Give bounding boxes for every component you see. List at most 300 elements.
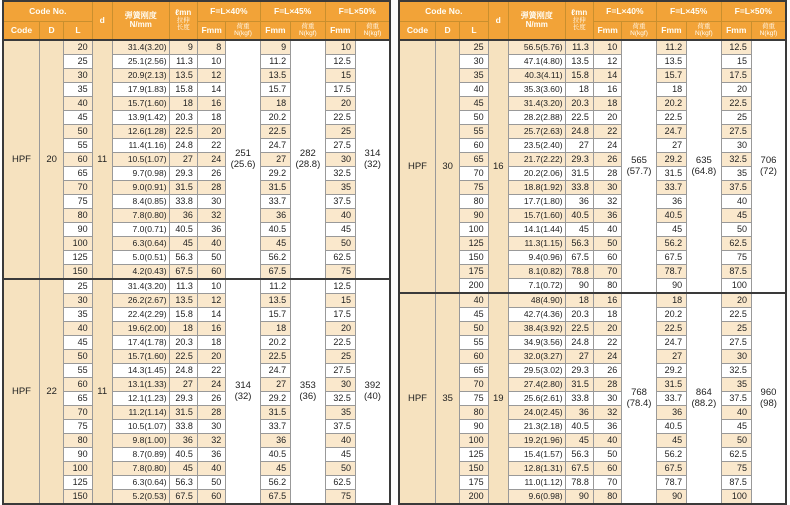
length-cell: 65 [460, 153, 488, 167]
f40-deflection-cell: 8 [197, 40, 225, 55]
f40-load-cell [226, 279, 260, 504]
f50-deflection-cell: 32.5 [325, 392, 355, 406]
f50-deflection-cell: 40 [325, 209, 355, 223]
lmn-cell: 15.8 [169, 83, 197, 97]
f50-deflection-cell: 100 [721, 279, 751, 294]
header-lmn-symbol: ℓmn [175, 8, 192, 18]
length-cell: 45 [64, 336, 92, 350]
f40-deflection-cell: 22 [593, 336, 621, 350]
f45-deflection-cell: 31.5 [656, 167, 686, 181]
spring-rate-cell: 25.1(2.56) [112, 55, 169, 69]
f50-deflection-cell: 27.5 [325, 364, 355, 378]
f50-deflection-cell: 62.5 [721, 448, 751, 462]
lmn-cell: 22.5 [169, 125, 197, 139]
table-row [399, 40, 786, 55]
spring-rate-cell: 17.9(1.83) [112, 83, 169, 97]
f50-deflection-cell: 27.5 [721, 336, 751, 350]
f40-load-cell [226, 40, 260, 279]
f50-deflection-cell: 15 [721, 55, 751, 69]
header-lmn-sub1: 拉伸 [572, 17, 586, 25]
lmn-cell: 27 [169, 378, 197, 392]
f40-deflection-cell: 26 [197, 167, 225, 181]
f45-load-cell-line: 635 [695, 154, 712, 166]
length-cell: 40 [64, 322, 92, 336]
spring-rate-cell: 25.7(2.63) [508, 125, 565, 139]
f45-deflection-cell: 11.2 [260, 279, 290, 294]
lmn-cell: 45 [169, 462, 197, 476]
f40-deflection-cell: 50 [593, 448, 621, 462]
f40-deflection-cell: 24 [593, 350, 621, 364]
f50-deflection-cell: 87.5 [721, 476, 751, 490]
f40-deflection-cell: 40 [593, 223, 621, 237]
f50-deflection-cell: 37.5 [721, 181, 751, 195]
spring-rate-cell: 9.0(0.91) [112, 181, 169, 195]
header-lmn [169, 1, 197, 40]
f45-deflection-cell: 13.5 [260, 69, 290, 83]
f40-deflection-cell: 36 [593, 209, 621, 223]
f50-deflection-cell: 25 [325, 125, 355, 139]
f45-load-cell-line: (88.2) [691, 397, 717, 409]
f45-deflection-cell: 36 [260, 434, 290, 448]
f40-load-cell-line: 565 [631, 154, 647, 166]
f40-deflection-cell: 12 [593, 55, 621, 69]
lmn-cell: 67.5 [565, 462, 593, 476]
f50-deflection-cell: 50 [325, 237, 355, 251]
f45-deflection-cell: 15.7 [260, 83, 290, 97]
spring-rate-cell: 12.1(1.23) [112, 392, 169, 406]
f50-load-cell [751, 40, 786, 293]
spring-rate-cell: 8.7(0.89) [112, 448, 169, 462]
length-cell: 150 [64, 490, 92, 505]
spring-rate-cell: 38.4(3.92) [508, 322, 565, 336]
f40-deflection-cell: 22 [197, 139, 225, 153]
length-cell: 125 [460, 448, 488, 462]
header-f40-fmm: Fmm [197, 22, 225, 41]
f45-deflection-cell: 11.2 [656, 40, 686, 55]
f45-deflection-cell: 56.2 [260, 476, 290, 490]
lmn-cell: 33.8 [169, 420, 197, 434]
spring-rate-cell: 14.3(1.45) [112, 364, 169, 378]
length-cell: 175 [460, 265, 488, 279]
length-cell: 65 [64, 392, 92, 406]
header-outer-diameter: D [39, 22, 63, 41]
f50-deflection-cell: 75 [325, 265, 355, 280]
f50-load-cell-line: (98) [760, 397, 777, 409]
f45-deflection-cell: 45 [656, 434, 686, 448]
f45-deflection-cell: 67.5 [656, 462, 686, 476]
f45-deflection-cell: 31.5 [260, 181, 290, 195]
f40-deflection-cell: 60 [197, 265, 225, 280]
f45-deflection-cell: 45 [656, 223, 686, 237]
length-cell: 60 [460, 139, 488, 153]
f40-deflection-cell: 60 [197, 490, 225, 505]
lmn-cell: 67.5 [169, 265, 197, 280]
f50-deflection-cell: 35 [721, 378, 751, 392]
spring-rate-cell: 11.2(1.14) [112, 406, 169, 420]
header-f50: F=L×50% [325, 1, 390, 22]
f40-deflection-cell: 32 [197, 209, 225, 223]
lmn-cell: 56.3 [565, 237, 593, 251]
length-cell: 35 [64, 83, 92, 97]
spring-rate-cell: 10.5(1.07) [112, 420, 169, 434]
lmn-cell: 31.5 [169, 406, 197, 420]
spring-rate-cell: 15.7(1.60) [508, 209, 565, 223]
length-cell: 90 [460, 209, 488, 223]
length-cell: 30 [64, 294, 92, 308]
f45-deflection-cell: 20.2 [260, 111, 290, 125]
header-lmn-sub2: 长度 [572, 23, 586, 31]
f45-deflection-cell: 45 [260, 237, 290, 251]
f50-deflection-cell: 45 [721, 420, 751, 434]
spring-rate-cell: 18.8(1.92) [508, 181, 565, 195]
f45-deflection-cell: 27 [656, 350, 686, 364]
spring-rate-cell: 26.2(2.67) [112, 294, 169, 308]
lmn-cell: 40.5 [565, 420, 593, 434]
f45-deflection-cell: 27 [260, 153, 290, 167]
spring-rate-cell: 7.0(0.71) [112, 223, 169, 237]
spring-rate-cell: 9.8(1.00) [112, 434, 169, 448]
f50-deflection-cell: 22.5 [721, 308, 751, 322]
lmn-cell: 20.3 [565, 97, 593, 111]
f40-load-cell-line: (57.7) [626, 165, 652, 177]
f40-deflection-cell: 60 [593, 462, 621, 476]
code-cell: HPF [3, 40, 39, 279]
spring-rate-cell: 11.4(1.16) [112, 139, 169, 153]
f40-deflection-cell: 16 [593, 83, 621, 97]
f40-deflection-cell: 30 [593, 181, 621, 195]
lmn-cell: 36 [169, 209, 197, 223]
lmn-cell: 18 [565, 83, 593, 97]
length-cell: 100 [64, 237, 92, 251]
spring-rate-cell: 19.6(2.00) [112, 322, 169, 336]
f50-deflection-cell: 50 [325, 462, 355, 476]
header-spring-rate [508, 1, 565, 40]
length-cell: 150 [460, 462, 488, 476]
lmn-cell: 18 [169, 97, 197, 111]
f50-deflection-cell: 20 [325, 97, 355, 111]
f45-load-cell-line: (64.8) [691, 165, 717, 177]
lmn-cell: 20.3 [169, 111, 197, 125]
f45-deflection-cell: 29.2 [260, 167, 290, 181]
f45-deflection-cell: 13.5 [656, 55, 686, 69]
length-cell: 100 [460, 434, 488, 448]
lmn-cell: 45 [565, 434, 593, 448]
f50-load-cell-line: 392 [364, 379, 381, 391]
f40-deflection-cell: 50 [593, 237, 621, 251]
length-cell: 125 [460, 237, 488, 251]
f50-deflection-cell: 12.5 [721, 40, 751, 55]
f45-deflection-cell: 22.5 [656, 322, 686, 336]
spring-rate-cell: 35.3(3.60) [508, 83, 565, 97]
header-f45-load [687, 22, 721, 41]
lmn-cell: 15.8 [565, 69, 593, 83]
spring-rate-cell: 17.7(1.80) [508, 195, 565, 209]
length-cell: 20 [64, 40, 92, 55]
length-cell: 55 [460, 125, 488, 139]
f45-deflection-cell: 20.2 [656, 97, 686, 111]
f40-deflection-cell: 40 [593, 434, 621, 448]
spring-rate-cell: 22.4(2.29) [112, 308, 169, 322]
code-cell: HPF [3, 279, 39, 504]
f40-deflection-cell: 28 [197, 181, 225, 195]
f40-deflection-cell: 32 [593, 195, 621, 209]
length-cell: 45 [460, 308, 488, 322]
lmn-cell: 27 [565, 350, 593, 364]
f50-deflection-cell: 37.5 [721, 392, 751, 406]
header-f45-load-cjk: 荷重 [301, 22, 315, 30]
spring-rate-cell: 4.2(0.43) [112, 265, 169, 280]
f45-deflection-cell: 33.7 [260, 195, 290, 209]
f45-deflection-cell: 56.2 [656, 448, 686, 462]
lmn-cell: 40.5 [565, 209, 593, 223]
length-cell: 75 [460, 392, 488, 406]
f40-deflection-cell: 22 [593, 125, 621, 139]
f40-deflection-cell: 12 [197, 294, 225, 308]
header-outer-diameter: D [435, 22, 459, 41]
lmn-cell: 33.8 [565, 181, 593, 195]
lmn-cell: 31.5 [169, 181, 197, 195]
f40-deflection-cell: 30 [197, 420, 225, 434]
f50-deflection-cell: 40 [325, 434, 355, 448]
f50-deflection-cell: 15 [325, 69, 355, 83]
f40-deflection-cell: 10 [593, 40, 621, 55]
length-cell: 70 [64, 181, 92, 195]
f40-deflection-cell: 16 [593, 293, 621, 308]
f45-load-cell [687, 293, 721, 504]
f40-deflection-cell: 32 [197, 434, 225, 448]
f50-deflection-cell: 62.5 [721, 237, 751, 251]
lmn-cell: 13.5 [169, 294, 197, 308]
f40-deflection-cell: 40 [197, 462, 225, 476]
f40-deflection-cell: 30 [197, 195, 225, 209]
f40-load-cell-line: (25.6) [230, 158, 256, 170]
header-f40-load-unit: N(kgf) [630, 29, 648, 37]
spring-rate-cell: 11.3(1.15) [508, 237, 565, 251]
f50-deflection-cell: 30 [325, 378, 355, 392]
f40-deflection-cell: 24 [197, 153, 225, 167]
spring-rate-cell: 19.2(1.96) [508, 434, 565, 448]
f45-deflection-cell: 24.7 [656, 336, 686, 350]
f50-deflection-cell: 30 [325, 153, 355, 167]
lmn-cell: 9 [169, 40, 197, 55]
header-code: Code [399, 22, 435, 41]
spring-rate-cell: 7.8(0.80) [112, 209, 169, 223]
length-cell: 70 [64, 406, 92, 420]
f45-deflection-cell: 11.2 [260, 55, 290, 69]
header-spring-rate-cjk: 弹簧刚度 [124, 10, 157, 20]
lmn-cell: 31.5 [565, 378, 593, 392]
f50-deflection-cell: 100 [721, 490, 751, 505]
f50-deflection-cell: 45 [325, 223, 355, 237]
f45-deflection-cell: 31.5 [260, 406, 290, 420]
f45-deflection-cell: 78.7 [656, 265, 686, 279]
lmn-cell: 18 [169, 322, 197, 336]
lmn-cell: 15.8 [169, 308, 197, 322]
f40-deflection-cell: 20 [593, 322, 621, 336]
f45-deflection-cell: 9 [260, 40, 290, 55]
spring-rate-cell: 28.2(2.88) [508, 111, 565, 125]
f50-deflection-cell: 20 [325, 322, 355, 336]
f50-deflection-cell: 30 [721, 139, 751, 153]
lmn-cell: 18 [565, 293, 593, 308]
f40-deflection-cell: 14 [197, 83, 225, 97]
f45-deflection-cell: 18 [656, 293, 686, 308]
f45-deflection-cell: 40.5 [656, 209, 686, 223]
f45-deflection-cell: 56.2 [260, 251, 290, 265]
f45-deflection-cell: 31.5 [656, 378, 686, 392]
f50-deflection-cell: 32.5 [721, 153, 751, 167]
spring-rate-cell: 13.1(1.33) [112, 378, 169, 392]
spring-rate-cell: 15.4(1.57) [508, 448, 565, 462]
f45-load-cell-line: (28.8) [295, 158, 321, 170]
length-cell: 25 [460, 40, 488, 55]
f50-deflection-cell: 62.5 [325, 251, 355, 265]
f40-load-cell-line: (78.4) [626, 397, 652, 409]
header-f45-fmm: Fmm [260, 22, 290, 41]
lmn-cell: 36 [169, 434, 197, 448]
f50-load-cell-line: (72) [760, 165, 777, 177]
outer-diameter-cell: 35 [435, 293, 459, 504]
lmn-cell: 56.3 [169, 476, 197, 490]
f50-deflection-cell: 15 [325, 294, 355, 308]
header-spring-rate [112, 1, 169, 40]
f50-deflection-cell: 10 [325, 40, 355, 55]
f50-deflection-cell: 45 [721, 209, 751, 223]
lmn-cell: 24.8 [169, 364, 197, 378]
header-f45-load-cjk: 荷重 [697, 22, 711, 30]
spring-rate-cell: 8.4(0.85) [112, 195, 169, 209]
header-lmn [565, 1, 593, 40]
f45-deflection-cell: 22.5 [656, 111, 686, 125]
table-body [3, 40, 390, 504]
length-cell: 40 [460, 293, 488, 308]
f50-deflection-cell: 27.5 [721, 125, 751, 139]
spring-rate-cell: 7.1(0.72) [508, 279, 565, 294]
spring-rate-cell: 34.9(3.56) [508, 336, 565, 350]
f40-deflection-cell: 24 [593, 139, 621, 153]
f50-deflection-cell: 25 [721, 322, 751, 336]
f45-deflection-cell: 22.5 [260, 350, 290, 364]
spring-rate-cell: 5.2(0.53) [112, 490, 169, 505]
lmn-cell: 20.3 [565, 308, 593, 322]
f45-load-cell [291, 279, 325, 504]
f50-deflection-cell: 30 [721, 350, 751, 364]
f40-deflection-cell: 22 [197, 364, 225, 378]
f45-deflection-cell: 18 [656, 83, 686, 97]
header-f50-load [751, 22, 786, 41]
lmn-cell: 67.5 [169, 490, 197, 505]
f50-deflection-cell: 32.5 [325, 167, 355, 181]
f50-deflection-cell: 75 [721, 251, 751, 265]
header-f45-load-unit: N(kgf) [299, 29, 317, 37]
header-wire-diameter: d [488, 1, 508, 40]
wire-diameter-cell: 11 [92, 40, 112, 279]
f40-deflection-cell: 18 [197, 336, 225, 350]
spring-rate-cell: 42.7(4.36) [508, 308, 565, 322]
f45-load-cell-line: (36) [299, 390, 317, 402]
f50-deflection-cell: 62.5 [325, 476, 355, 490]
length-cell: 90 [64, 223, 92, 237]
f50-deflection-cell: 75 [721, 462, 751, 476]
length-cell: 45 [460, 97, 488, 111]
length-cell: 40 [64, 97, 92, 111]
f45-load-cell [291, 40, 325, 279]
table-row [399, 293, 786, 308]
f45-deflection-cell: 22.5 [260, 125, 290, 139]
length-cell: 25 [64, 279, 92, 294]
spring-rate-cell: 23.5(2.40) [508, 139, 565, 153]
f45-deflection-cell: 13.5 [260, 294, 290, 308]
spring-rate-cell: 10.5(1.07) [112, 153, 169, 167]
f40-deflection-cell: 30 [593, 392, 621, 406]
f40-deflection-cell: 18 [593, 308, 621, 322]
table-row [3, 40, 390, 55]
f45-deflection-cell: 36 [656, 406, 686, 420]
f50-deflection-cell: 37.5 [325, 195, 355, 209]
length-cell: 175 [460, 476, 488, 490]
f40-load-cell-line: 314 [235, 379, 251, 391]
length-cell: 75 [64, 420, 92, 434]
f40-deflection-cell: 24 [197, 378, 225, 392]
length-cell: 25 [64, 55, 92, 69]
wire-diameter-cell: 19 [488, 293, 508, 504]
f45-deflection-cell: 33.7 [656, 392, 686, 406]
lmn-cell: 78.8 [565, 476, 593, 490]
header-f40: F=L×40% [197, 1, 260, 22]
f45-deflection-cell: 27 [656, 139, 686, 153]
f40-deflection-cell: 70 [593, 476, 621, 490]
lmn-cell: 45 [565, 223, 593, 237]
length-cell: 55 [64, 364, 92, 378]
f50-deflection-cell: 87.5 [721, 265, 751, 279]
length-cell: 50 [460, 322, 488, 336]
spec-table-right [398, 0, 787, 505]
wire-diameter-cell: 16 [488, 40, 508, 293]
header-f45: F=L×45% [260, 1, 325, 22]
length-cell: 80 [460, 406, 488, 420]
length-cell: 40 [460, 83, 488, 97]
table-header [3, 1, 390, 40]
f45-deflection-cell: 56.2 [656, 237, 686, 251]
f50-load-cell [355, 40, 390, 279]
f50-deflection-cell: 17.5 [325, 83, 355, 97]
lmn-cell: 22.5 [169, 350, 197, 364]
f45-deflection-cell: 24.7 [656, 125, 686, 139]
header-f50: F=L×50% [721, 1, 786, 22]
header-f50-load [355, 22, 390, 41]
f40-deflection-cell: 26 [593, 364, 621, 378]
f40-deflection-cell: 10 [197, 55, 225, 69]
lmn-cell: 24.8 [565, 336, 593, 350]
lmn-cell: 22.5 [565, 111, 593, 125]
spring-rate-cell: 24.0(2.45) [508, 406, 565, 420]
spring-rate-cell: 31.4(3.20) [112, 40, 169, 55]
f40-deflection-cell: 12 [197, 69, 225, 83]
spring-rate-cell: 7.8(0.80) [112, 462, 169, 476]
length-cell: 50 [64, 125, 92, 139]
length-cell: 65 [64, 167, 92, 181]
code-cell: HPF [399, 40, 435, 293]
spring-rate-cell: 6.3(0.64) [112, 476, 169, 490]
f45-deflection-cell: 27 [260, 378, 290, 392]
lmn-cell: 11.3 [565, 40, 593, 55]
header-code-no: Code No. [3, 1, 92, 22]
f45-deflection-cell: 45 [260, 462, 290, 476]
lmn-cell: 29.3 [169, 392, 197, 406]
header-f40-fmm: Fmm [593, 22, 621, 41]
lmn-cell: 45 [169, 237, 197, 251]
spec-table-left [2, 0, 391, 505]
